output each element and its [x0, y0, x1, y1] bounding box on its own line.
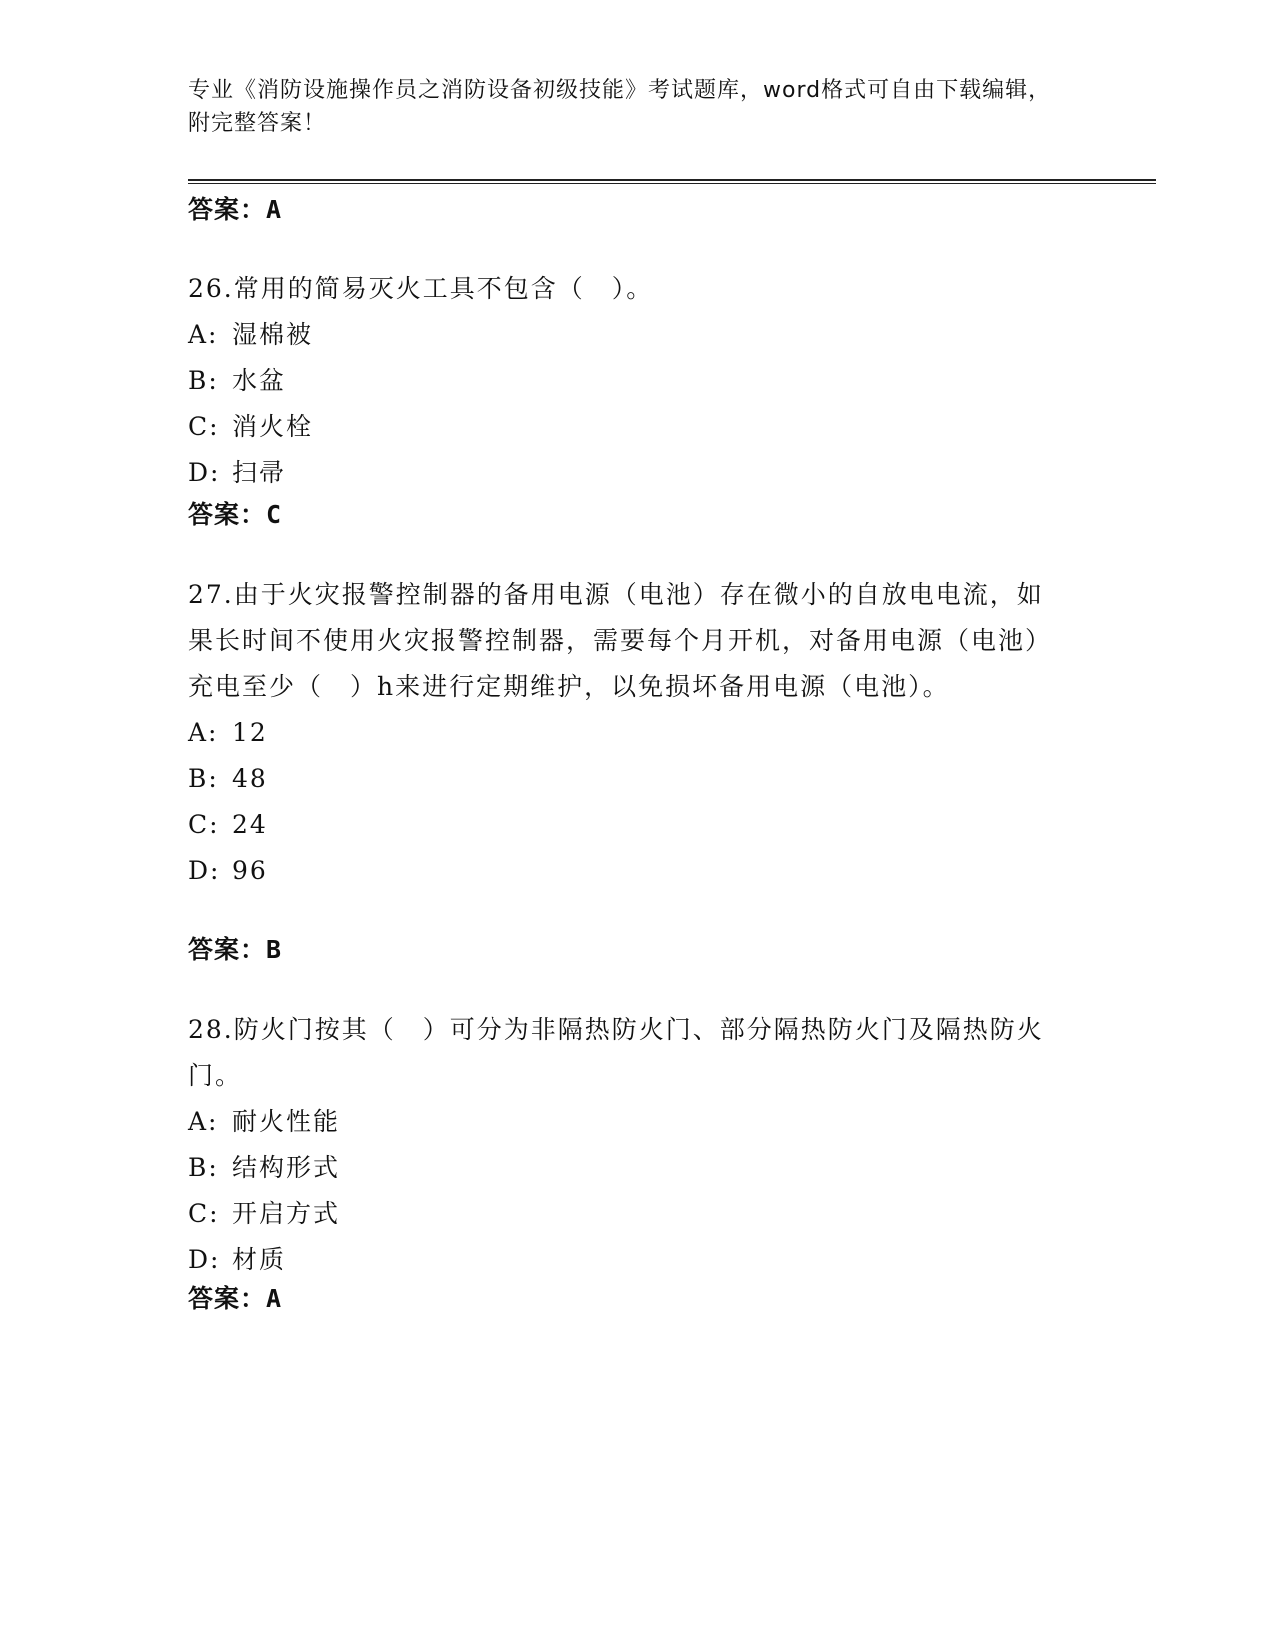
- answer-label: 答案：: [188, 500, 267, 529]
- answer-value: C: [266, 500, 283, 529]
- answer-value: A: [266, 1284, 283, 1313]
- answer-label: 答案：: [188, 935, 267, 964]
- question-text: 27.由于火灾报警控制器的备用电源（电池）存在微小的自放电电流，如果长时间不使用火灾报警控制器，需要每个月开机，对备用电源（电池）充电至少（ ）h来进行定期维护，以免损坏备用电源（电池）。: [188, 580, 1053, 701]
- answer-27: [188, 930, 282, 966]
- option-b: B: 结构形式: [188, 1153, 341, 1182]
- answer-value: B: [266, 935, 283, 964]
- question-text: 28.防火门按其（ ）可分为非隔热防火门、部分隔热防火门及隔热防火门。: [188, 1015, 1044, 1090]
- option-b: B: 水盆: [188, 366, 287, 395]
- option-c: C: 24: [188, 810, 268, 839]
- option-c: C: 消火栓: [188, 412, 314, 441]
- answer-28: [188, 1279, 282, 1315]
- option-d: D: 96: [188, 856, 268, 885]
- previous-answer: [188, 190, 282, 226]
- option-d: D: 材质: [188, 1245, 287, 1274]
- answer-label: 答案：: [188, 195, 267, 224]
- header-rule: [188, 179, 1156, 181]
- option-d: D: 扫帚: [188, 458, 287, 487]
- question-28: [188, 1007, 1058, 1283]
- option-a: A: 12: [188, 718, 268, 747]
- page-header: 专业《消防设施操作员之消防设备初级技能》考试题库，word格式可自由下载编辑，附完整答案！: [188, 78, 1052, 136]
- option-b: B: 48: [188, 764, 268, 793]
- question-26: [188, 266, 1088, 496]
- header-rule-thin: [188, 183, 1156, 184]
- answer-value: A: [266, 195, 283, 224]
- question-text: 26.常用的简易灭火工具不包含（ ）。: [188, 274, 654, 303]
- answer-label: 答案：: [188, 1284, 267, 1313]
- answer-26: [188, 495, 282, 531]
- option-a: A: 耐火性能: [188, 1107, 341, 1136]
- question-27: [188, 572, 1058, 894]
- option-c: C: 开启方式: [188, 1199, 341, 1228]
- option-a: A: 湿棉被: [188, 320, 314, 349]
